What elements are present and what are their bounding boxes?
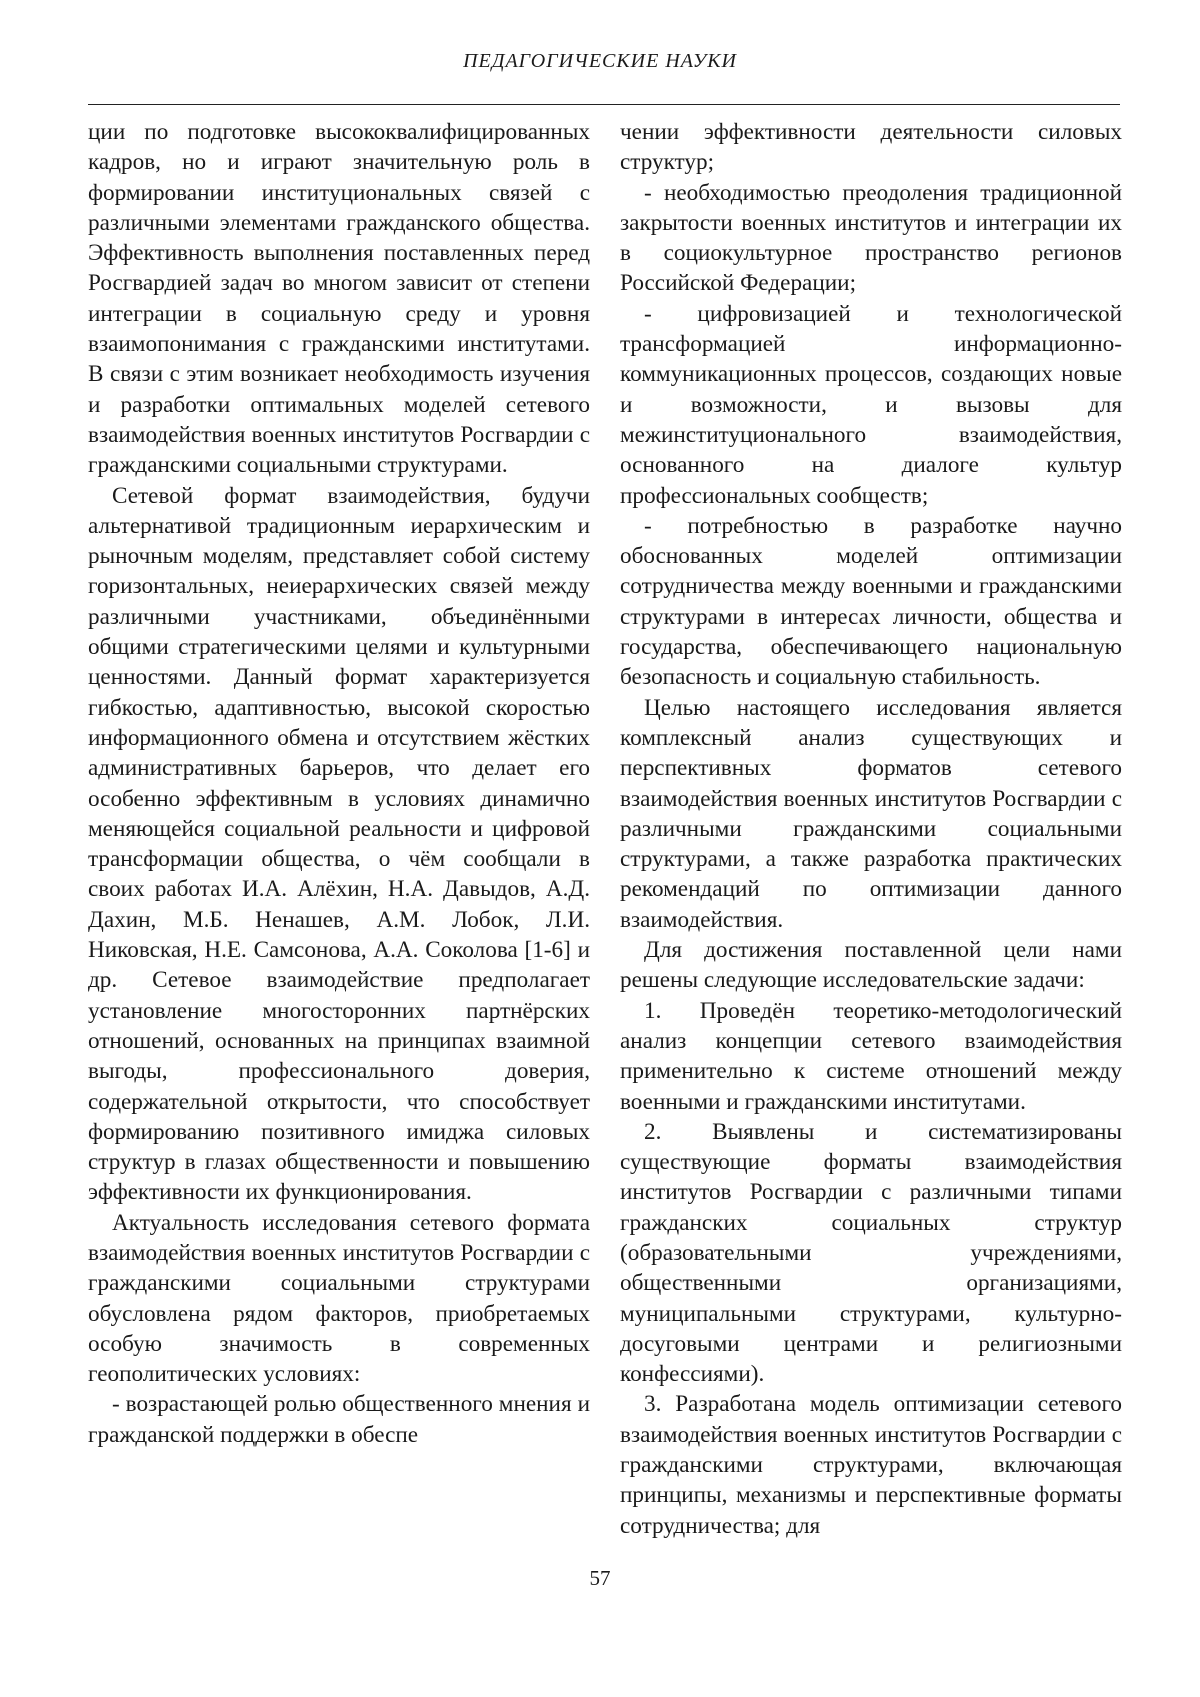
paragraph: - цифровизацией и технологической трансформацией информационно-коммуникационных процессов, создающих новые и возможности, и вызовы для межинституционального взаимодействия, основанного на диалоге культур профессиональных сообществ; bbox=[620, 300, 1122, 509]
paragraph: Актуальность исследования сетевого формата взаимодействия военных институтов Росгвардии с гражданскими социальными структурами обусловлена рядом факторов, приобретаемых особую значимость в современных геополитических условиях: bbox=[88, 1209, 590, 1388]
header-rule bbox=[88, 104, 1120, 105]
paragraph: - возрастающей ролью общественного мнения и гражданской поддержки в обеспе bbox=[88, 1391, 590, 1448]
running-header: ПЕДАГОГИЧЕСКИЕ НАУКИ bbox=[463, 50, 737, 72]
paragraph: Целью настоящего исследования является комплексный анализ существующих и перспективных форматов сетевого взаимодействия военных институтов Росгвардии с различными гражданскими социальными структурами, а также разработка практических рекомендаций по оптимизации данного взаимодействия. bbox=[620, 694, 1122, 933]
left-column bbox=[88, 117, 590, 1450]
paragraph: чении эффективности деятельности силовых структур; bbox=[620, 119, 1122, 176]
paragraph: 1. Проведён теоретико-методологический анализ концепции сетевого взаимодействия применительно к системе отношений между военными и гражданскими институтами. bbox=[620, 997, 1122, 1115]
paragraph: 2. Выявлены и систематизированы существующие форматы взаимодействия институтов Росгвардии с различными типами гражданских социальных структур (образовательными учреждениями, общественными организациями, муниципальными структурами, культурно-досуговыми центрами и религиозными конфессиями). bbox=[620, 1118, 1122, 1388]
right-column bbox=[620, 117, 1122, 1541]
paragraph: ции по подготовке высококвалифицированных кадров, но и играют значительную роль в формировании институциональных связей с различными элементами гражданского общества. Эффективность выполнения поставленных перед Росгвардией задач во многом зависит от степени интеграции в социальную среду и уровня взаимопонимания с гражданскими институтами. В связи с этим возникает необходимость изучения и разработки оптимальных моделей сетевого взаимодействия военных институтов Росгвардии с гражданскими социальными структурами. bbox=[88, 119, 590, 479]
paragraph: - потребностью в разработке научно обоснованных моделей оптимизации сотрудничества между военными и гражданскими структурами в интересах личности, общества и государства, обеспечивающего национальную безопасность и социальную стабильность. bbox=[620, 512, 1122, 691]
paragraph: Сетевой формат взаимодействия, будучи альтернативой традиционным иерархическим и рыночным моделям, представляет собой систему горизонтальных, неиерархических связей между различными участниками, объединёнными общими стратегическими целями и культурными ценностями. Данный формат характеризуется гибкостью, адаптивностью, высокой скоростью информационного обмена и отсутствием жёстких административных барьеров, что делает его особенно эффективным в условиях динамично меняющейся социальной реальности и цифровой трансформации общества, о чём сообщали в своих работах И.А. Алёхин, Н.А. Давыдов, А.Д. Дахин, М.Б. Ненашев, А.М. Лобок, Л.И. Никовская, Н.Е. Самсонова, А.А. Соколова [1-6] и др. Сетевое взаимодействие предполагает установление многосторонних партнёрских отношений, основанных на принципах взаимной выгоды, профессионального доверия, содержательной открытости, что способствует формированию позитивного имиджа силовых структур в глазах общественности и повышению эффективности их функционирования. bbox=[88, 482, 590, 1206]
paragraph: 3. Разработана модель оптимизации сетевого взаимодействия военных институтов Росгвардии с гражданскими структурами, включающая принципы, механизмы и перспективные форматы сотрудничества; для bbox=[620, 1391, 1122, 1539]
paragraph: - необходимостью преодоления традиционной закрытости военных институтов и интеграции их в социокультурное пространство регионов Российской Федерации; bbox=[620, 179, 1122, 297]
paragraph: Для достижения поставленной цели нами решены следующие исследовательские задачи: bbox=[620, 937, 1122, 994]
page-number: 57 bbox=[589, 1566, 611, 1590]
